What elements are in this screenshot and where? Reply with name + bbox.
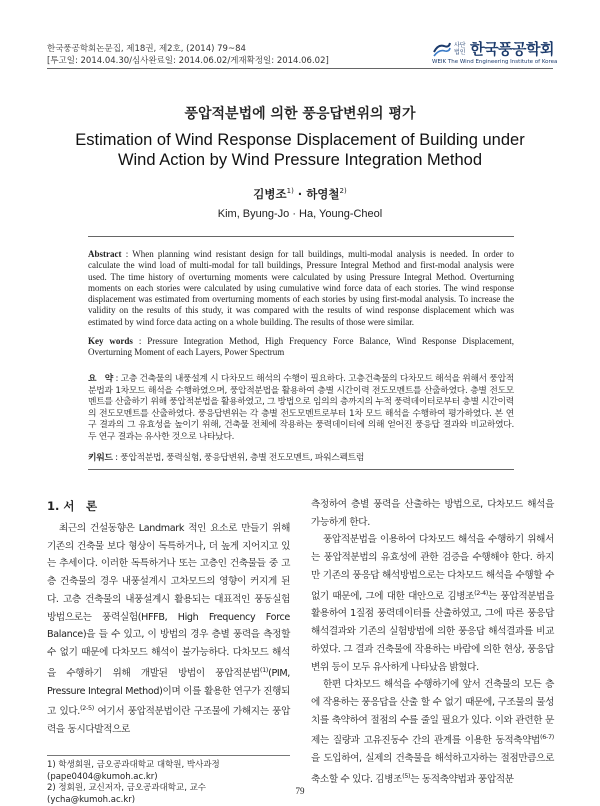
page-number: 79: [295, 786, 305, 796]
abstract-text: : When planning wind resistant design for tall buildings, multi-modal analysis is needed. In order to calculate the wind load of multi-modal for tall buildings, Pressure Integral Method and first-modal analysis were used. The time history of overturning moments were calculated by using Pressure Integral Method. Overturning moments on each stories were calculated by using cumulative wind force data of each stories. The wind response displacement was estimated from overturning moments of each stories by using first-modal analysis. To increase the validity on the results of this study, it was compared with the results of wind response displacement which was estimated by wind force data acting on a whole building. The results of those were similar.: [88, 249, 514, 327]
english-title-line-1: Estimation of Wind Response Displacement of Building under: [75, 131, 525, 149]
author-1-mark: 1): [286, 187, 294, 196]
footnote-2: 2) 정회원, 교신저자, 금오공과대학교, 교수 (ycha@kumoh.ac.kr): [47, 783, 207, 805]
logo-society-name: 한국풍공학회: [470, 40, 554, 58]
society-logo: [432, 38, 562, 68]
author-2-mark: 2): [339, 187, 347, 196]
body-left-column: [47, 520, 290, 739]
abstract: [88, 249, 514, 328]
keywords: [88, 336, 514, 359]
korean-abstract: [88, 374, 514, 444]
author-2-name: 하영철: [306, 187, 340, 201]
authors-korean: [0, 186, 600, 202]
footnotes: [47, 760, 290, 806]
body-paragraph: 한편 다차모드 해석을 수행하기에 앞서 건축물의 모든 층에 작용하는 풍응답을 산출 할 수 없기 때문에, 구조물의 물성치를 축약하여 절점의 수를 줄일 필요가 있다. 이와 관련한 문제는 질량과 고유진동수 간의 관계를 이용한 동적축약법$^{(6-7)}$을 도입하여, 실제의 건축물을 해석하고자하는 절점만큼으로 축소할 수 있다. 김병조$^{(5)}$는 동적축약법과 풍압적분: [311, 679, 554, 786]
korean-keywords: [88, 450, 514, 463]
korean-title: 풍압적분법에 의한 풍응답변위의 평가: [184, 106, 416, 122]
logo-society-english: WEIK The Wind Engineering Institute of Korea: [432, 59, 558, 65]
keywords-text: : Pressure Integration Method, High Frequency Force Balance, Wind Response Displacement, Overturning Moment of each Layers, Power Spectrum: [88, 336, 515, 358]
body-paragraph: 측정하여 층별 풍력을 산출하는 방법으로, 다차모드 해석을 가능하게 한다.: [311, 499, 554, 528]
journal-dates: [투고일: 2014.04.30/심사완료일: 2014.06.02/게재확정일: 2014.06.02]: [47, 56, 329, 66]
author-1-name: 김병조: [253, 187, 287, 201]
journal-citation: 한국풍공학회논문집, 제18권, 제2호, (2014) 79~84: [47, 44, 246, 54]
korean-abstract-label: 요 약: [88, 374, 113, 384]
authors-english: Kim, Byung-Jo · Ha, Young-Cheol: [217, 208, 383, 220]
english-title-line-2: Wind Action by Wind Pressure Integration Method: [117, 151, 483, 169]
korean-abstract-text: : 고층 건축물의 내풍설계 시 다차모드 해석의 수행이 필요하다. 고층건축물의 다차모드 해석을 위해서 풍압적분법과 1차모드 해석을 수행하였으며, 풍압적분법을 활용하여 층별 시간이력 전도모멘트를 산출하였다. 층별 전도모멘트를 산출하기 위해 풍압적분법을 활용하였고, 그 방법으로 임의의 층까지의 누적 풍력데이터로부터 층별 시간이력의 전도모멘트를 산출하였다. 풍응답변위는 각 층별 전도모멘트로부터 1차 모드 해석을 수행하여 평가하였다. 본 연구 결과의 그 유효성을 높이기 위해, 건축물 전체에 작용하는 풍력데이터에 의해 얻어진 풍응답 결과와 비교하였다. 두 연구 결과는 유사한 것으로 나타났다.: [88, 374, 514, 442]
logo-corporation-label: 사단 법인: [454, 42, 466, 56]
body-paragraph: 최근의 건설동향은 Landmark 적인 요소로 만들기 위해 기존의 건축물 보다 형상이 독특하거나, 더 높게 지어지고 있는 추세이다. 이러한 독특하거나 또는 고층인 건축물들 중 고층 건축물의 경우 내풍설계시 고차모드의 영향이 커지게 된다. 고층 건축물의 내풍설계시 활용되는 대표적인 풍동실험 방법으로는 풍력실험(HFFB, High Frequency Force Balance)을 들 수 있고, 이 방법의 경우 층별 풍력을 측정할 수 없기 때문에 다차모드 해석이 불가능하다. 다차모드 해석을 수행하기 위해 개발된 방법이 풍압적분법$^{(1)}$(PIM, Pressure Integral Method)이며 이를 활용한 연구가 진행되고 있다.$^{(2-5)}$ 여기서 풍압적분법이란 구조물에 가해지는 풍압력을 동시다발적으로: [47, 523, 290, 736]
korean-keywords-label: 키워드: [88, 453, 113, 463]
footnote-divider: [47, 755, 290, 756]
keywords-label: Key words: [88, 336, 133, 346]
header-divider: [47, 68, 553, 69]
abstract-top-rule: [88, 236, 514, 237]
logo-emblem-icon: [432, 40, 452, 58]
body-right-column: [311, 496, 554, 789]
author-separator: ·: [293, 187, 307, 201]
section-heading: 1. 서 론: [47, 499, 98, 513]
abstract-label: Abstract: [88, 249, 122, 259]
abstract-bottom-rule: [88, 469, 514, 470]
body-paragraph: 풍압적분법을 이용하여 다차모드 해석을 수행하기 위해서는 풍압적분법의 유효성에 관한 검증을 수행해야 한다. 하지만 기존의 풍응답 해석방법으로는 다차모드 해석을 수행할 수 없기 때문에, 그에 대한 대안으로 김병조$^{(2-4)}$는 풍압적분법을 활용하여 1질점 풍력데이터를 산출하였고, 그에 따른 풍응답 해석결과와 기존의 실험방법에 의한 풍응답 해석결과를 비교하였다. 그 결과 건축물에 작용하는 바람에 의한 현상, 풍응답변위 등이 모두 유사하게 나타났음 밝혔다.: [311, 534, 554, 673]
english-title: [0, 130, 600, 170]
footnote-1: 1) 학생회원, 금오공과대학교 대학원, 박사과정 (pape0404@kumoh.ac.kr): [47, 760, 220, 782]
journal-header: [47, 43, 329, 67]
korean-keywords-text: : 풍압적분법, 풍력실험, 풍응답변위, 층별 전도모멘트, 파워스펙트럼: [115, 453, 365, 463]
